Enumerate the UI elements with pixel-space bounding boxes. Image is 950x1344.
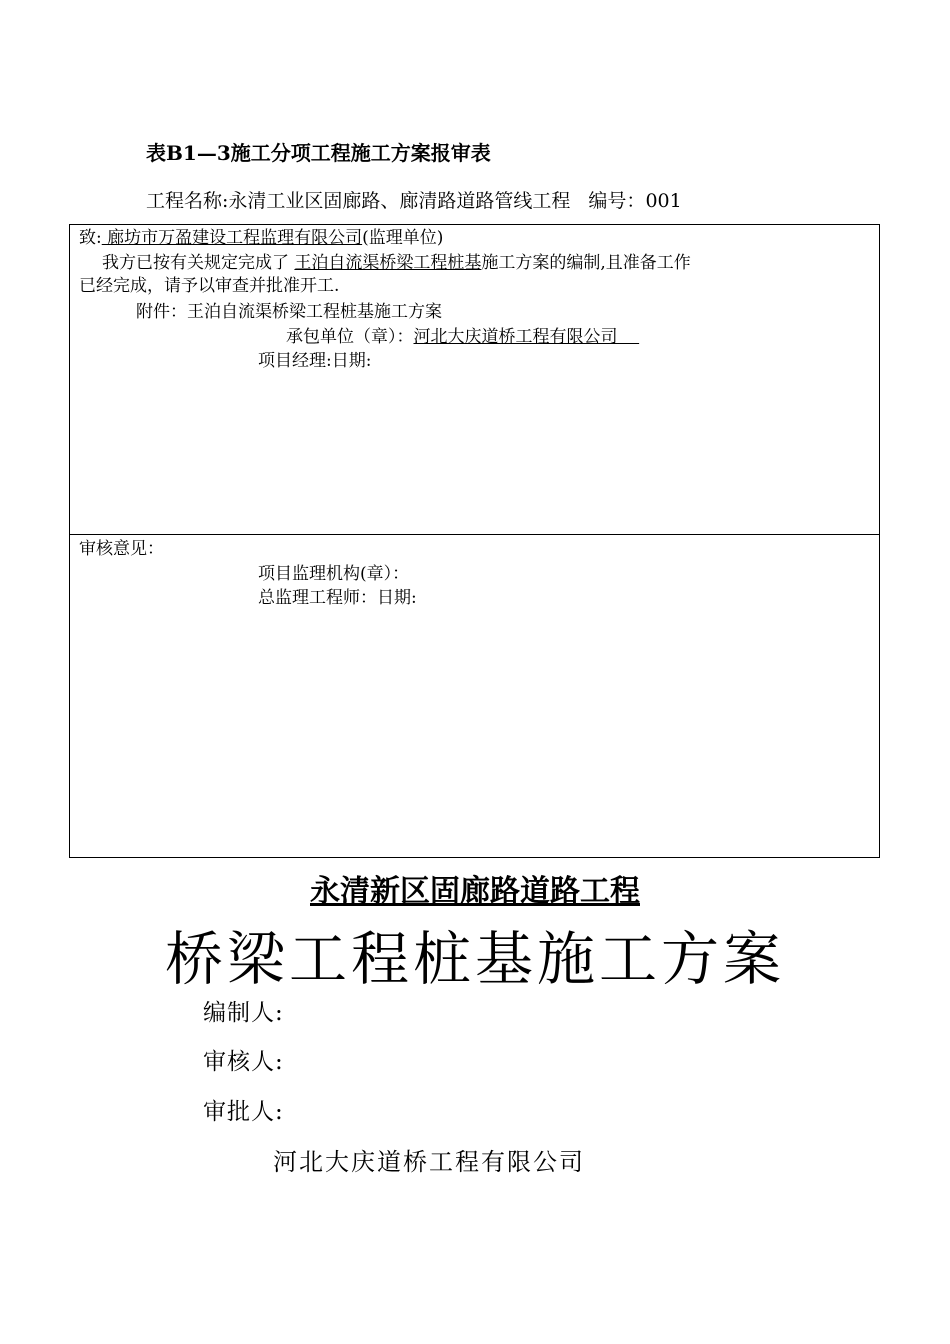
review-opinion-label: 审核意见： [79, 539, 164, 559]
attachment-line: 附件：王泊自流渠桥梁工程桩基施工方案 [136, 302, 442, 322]
to-unit: 廊坊市万盈建设工程监理有限公司 [101, 228, 363, 248]
body-project: 王泊自流渠桥梁工程桩基 [294, 253, 482, 273]
reviewer-line: 审核人: [203, 1049, 284, 1075]
manager-date-line: 项目经理:日期: [258, 351, 372, 371]
compiler-line: 编制人: [203, 1000, 284, 1026]
body-suffix: 施工方案的编制,且准备工作 [481, 253, 691, 273]
cover-subtitle: 永清新区固廊路道路工程 [310, 874, 640, 909]
project-line [146, 186, 682, 213]
body-prefix: 我方已按有关规定完成了 [102, 253, 295, 273]
submission-box [69, 224, 880, 535]
body-line-1 [102, 252, 691, 274]
project-label: 工程名称: [146, 190, 229, 212]
contractor-label: 承包单位（章）： [286, 327, 414, 347]
form-title: 表B1—3施工分项工程施工方案报审表 [146, 141, 491, 165]
approver-line: 审批人: [203, 1099, 284, 1125]
company-name: 河北大庆道桥工程有限公司 [273, 1148, 585, 1176]
body-line-2: 已经完成，请予以审查并批准开工. [79, 276, 340, 296]
contractor-name: 河北大庆道桥工程有限公司 [413, 327, 640, 347]
to-line [79, 227, 443, 249]
to-label: 致: [79, 228, 102, 248]
review-box [69, 534, 880, 858]
supervision-agency-line: 项目监理机构(章）： [258, 564, 410, 584]
project-name: 永清工业区固廊路、廊清路道路管线工程 [228, 190, 571, 212]
number-value: 001 [645, 190, 682, 212]
chief-engineer-line: 总监理工程师：日期: [258, 588, 417, 608]
cover-title: 桥梁工程桩基施工方案 [164, 925, 785, 993]
contractor-line [286, 326, 639, 348]
to-suffix: (监理单位) [362, 228, 444, 248]
number-label: 编号： [588, 190, 646, 212]
